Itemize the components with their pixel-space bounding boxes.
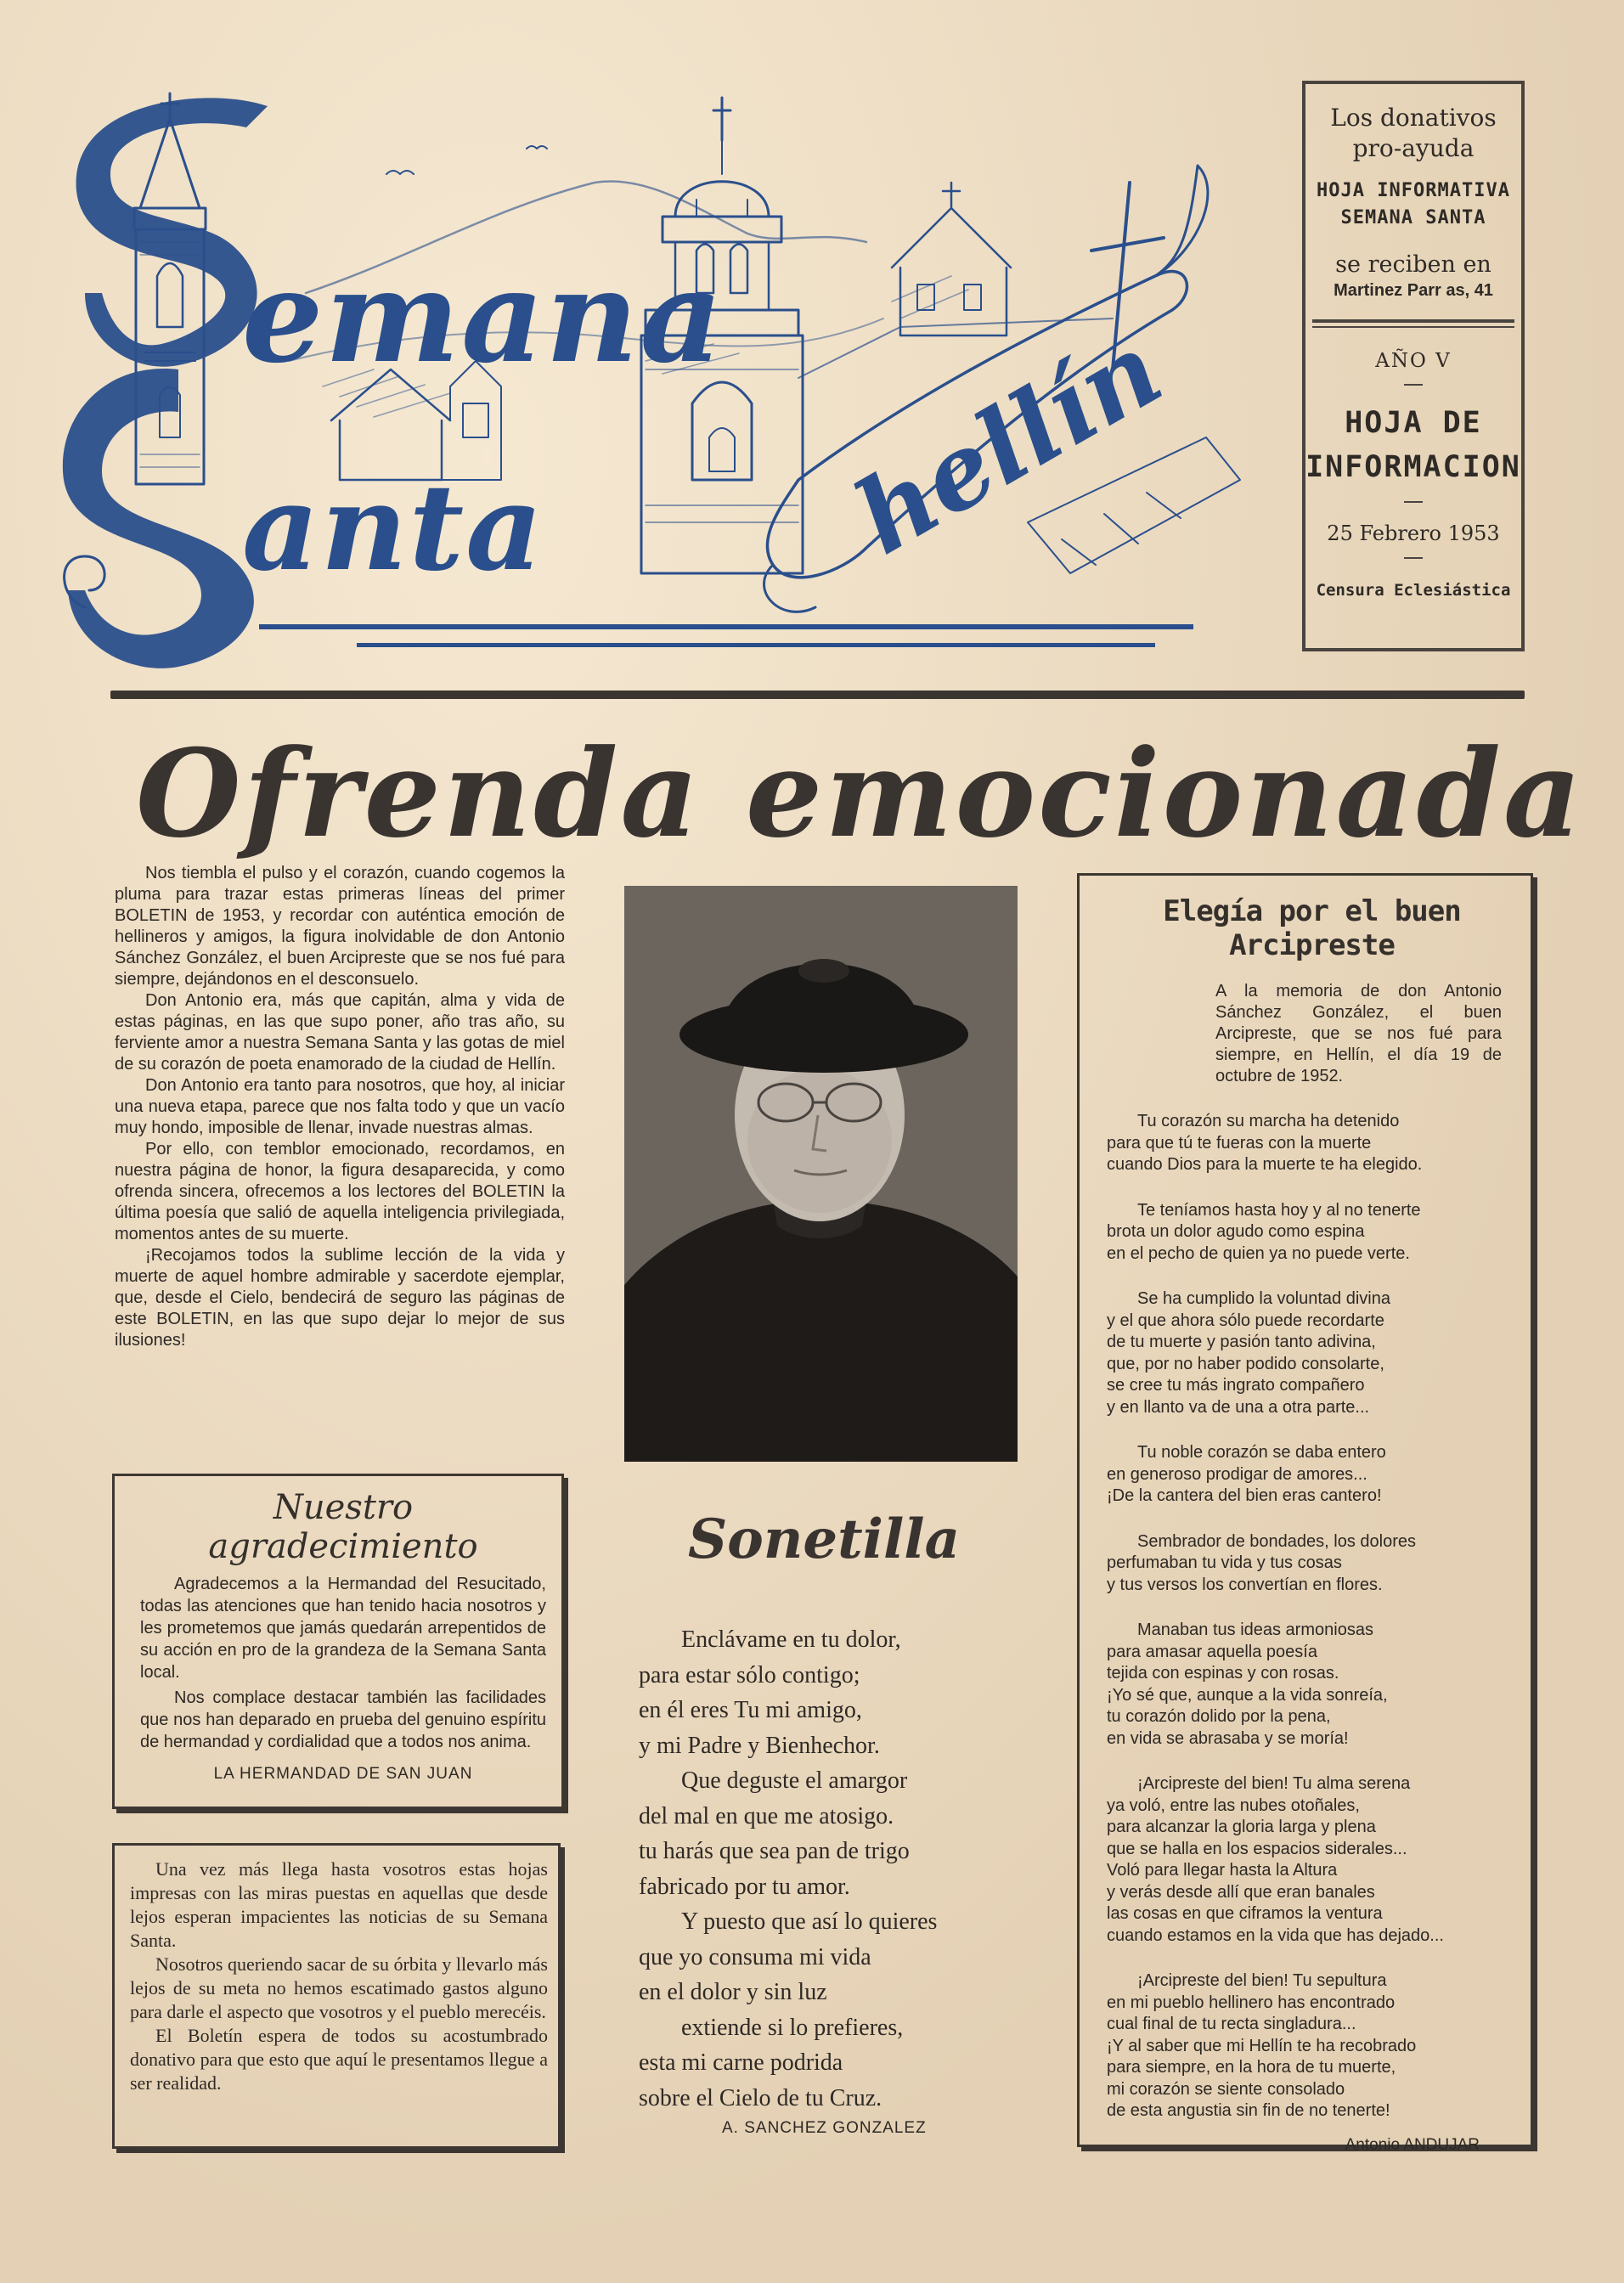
portrait-photo [624, 886, 1018, 1462]
page-headline: Ofrenda emocionada [136, 724, 1584, 865]
acknowledgement-paragraph: Nos complace destacar también las facilidades que nos han deparado en prueba del genuino espíritu de hermandad y cordialidad que a todos nos anima. [140, 1688, 546, 1751]
elegy-verse: ¡De la cantera del bien eras cantero! [1107, 1486, 1382, 1505]
elegy-verse: se cree tu más ingrato compañero [1107, 1376, 1365, 1395]
masthead-town-name: hellín [836, 309, 1181, 578]
elegy-verse: en mi pueblo hellinero has encontrado [1107, 1993, 1396, 2012]
intro-paragraph: Nos tiembla el pulso y el corazón, cuando cogemos la pluma para trazar estas primeras líneas del primer BOLETIN de 1953, y recordar con auténtica emoción de hellineros y amigos, la figura inolvidable de don Antonio Sánchez González, el buen Arcipreste que se nos fué para siempre, dejándonos en el desconsuelo. [115, 864, 565, 989]
headline-rule [110, 691, 1525, 699]
elegy-verse: ¡Yo sé que, aunque a la vida sonreía, [1107, 1685, 1388, 1705]
poem-verse: en el dolor y sin luz [639, 1979, 827, 2005]
poem-verse: extiende si lo prefieres, [681, 2014, 904, 2041]
elegy-verse: Tu noble corazón se daba entero [1137, 1443, 1386, 1462]
elegy-verse: y en llanto va de una a otra parte... [1107, 1397, 1370, 1417]
issue-date: 25 Febrero 1953 [1327, 521, 1500, 545]
intro-paragraph: Don Antonio era tanto para nosotros, que hoy, al iniciar una nueva etapa, parece que nos falta todo y que un vacío muy hondo, imposible de llenar, invade nuestras almas. [115, 1076, 565, 1137]
poem-verse: tu harás que sea pan de trigo [639, 1838, 910, 1864]
intro-paragraph: Don Antonio era, más que capitán, alma y vida de estas páginas, en las que supo poner, año tras año, su ferviente amor a nuestra Semana Santa y las gotas de miel de su corazón de poeta enamorado de la ciudad de Hellín. [115, 991, 565, 1074]
poem-verse: sobre el Cielo de tu Cruz. [639, 2084, 882, 2111]
elegy-title: Elegía por el buen Arcipreste [1163, 894, 1461, 962]
poem-signature: A. SANCHEZ GONZALEZ [722, 2119, 927, 2137]
elegy-verse: ¡Arcipreste del bien! Tu sepultura [1137, 1971, 1387, 1990]
elegy-verse: de tu muerte y pasión tanto adivina, [1107, 1333, 1376, 1351]
elegy-verse: ¡Arcipreste del bien! Tu alma serena [1137, 1774, 1411, 1793]
side-box-divider [1312, 319, 1514, 328]
elegy-verse: cuando estamos en la vida que has dejado... [1107, 1925, 1444, 1945]
elegy-verse: en generoso prodigar de amores... [1107, 1464, 1367, 1484]
elegy-verse: y tus versos los convertían en flores. [1107, 1575, 1383, 1594]
elegy-verse: para siempre, en la hora de tu muerte, [1107, 2058, 1396, 2077]
poem-verse: del mal en que me atosigo. [639, 1802, 894, 1829]
year-label: AÑO V [1375, 350, 1452, 372]
elegy-verse: tejida con espinas y con rosas. [1107, 1664, 1339, 1683]
poem-verse: y mi Padre y Bienhechor. [639, 1732, 880, 1759]
poem-verse: en él eres Tu mi amigo, [639, 1697, 862, 1723]
poem-title: Sonetilla [687, 1508, 961, 1571]
elegy-verse: que se halla en los espacios siderales... [1107, 1839, 1407, 1858]
elegy-verse: para que tú te fueras con la muerte [1107, 1133, 1372, 1153]
decorative-initial-s-2 [63, 369, 254, 668]
masthead-title-santa: anta [242, 459, 544, 598]
intro-article [115, 863, 565, 1351]
elegy-verse: Sembrador de bondades, los dolores [1137, 1531, 1416, 1551]
intro-paragraph: Por ello, con temblor emocionado, recordamos, en nuestra página de honor, la figura desaparecida, y como ofrenda sincera, ofrecemos a los lectores del BOLETIN la última poesía que salió de aquella inteligencia privilegiada, momentos antes de su muerte. [115, 1140, 565, 1243]
bulletin-name-line-2: SEMANA SANTA [1340, 207, 1486, 228]
address: Martinez Parr as, 41 [1334, 281, 1493, 300]
elegy-verse: ¡Y al saber que mi Hellín te ha recobrado [1107, 2036, 1417, 2055]
donations-line-1: Los donativos [1330, 104, 1497, 132]
bulletin-note-paragraph: El Boletín espera de todos su acostumbrado donativo para que esto que aquí le presentamos llegue a ser realidad. [130, 2025, 548, 2094]
publication-type-line-2: INFORMACION [1305, 450, 1521, 484]
elegy-stanza [1107, 1531, 1517, 1597]
elegy-verse: Manaban tus ideas armoniosas [1137, 1621, 1373, 1639]
poem-verses [639, 1622, 995, 2116]
elegy-verse: cuando Dios para la muerte te ha elegido. [1107, 1155, 1423, 1174]
poem-verse: esta mi carne podrida [639, 2049, 843, 2076]
elegy-verse: mi corazón se siente consolado [1107, 2079, 1345, 2099]
elegy-verse: y el que ahora sólo puede recordarte [1107, 1311, 1384, 1330]
elegy-verse: en el pecho de quien ya no puede verte. [1107, 1243, 1410, 1263]
bulletin-note-paragraph: Una vez más llega hasta vosotros estas hojas impresas con las miras puestas en aquellas que desde lejos esperan impacientes las noticias de su Semana Santa. [130, 1858, 548, 1951]
bulletin-name-line-1: HOJA INFORMATIVA [1317, 180, 1510, 201]
elegy-verse: Tu corazón su marcha ha detenido [1137, 1112, 1400, 1130]
elegy-verse: de esta angustia sin fin de no tenerte! [1107, 2101, 1390, 2120]
bulletin-note-box [112, 1843, 561, 2149]
elegy-verse: cual final de tu recta singladura... [1107, 2015, 1356, 2033]
censorship-note: Censura Eclesiástica [1316, 581, 1511, 600]
acknowledgement-title: Nuestro agradecimiento [208, 1488, 478, 1566]
elegy-stanza [1107, 1620, 1517, 1750]
elegy-stanza [1107, 1288, 1517, 1418]
dash-divider-2 [1404, 501, 1423, 503]
elegy-verse: Voló para llegar hasta la Altura [1107, 1861, 1338, 1880]
intro-paragraph: ¡Recojamos todos la sublime lección de la vida y muerte de aquel hombre admirable y sacerdote ejemplar, que, desde el Cielo, bendecirá de seguro las páginas de este BOLETIN, en las que supo dejar lo mejor de sus ilusiones! [115, 1246, 565, 1350]
elegy-verse: las cosas en que ciframos la ventura [1107, 1904, 1383, 1923]
dash-divider-3 [1404, 557, 1423, 559]
elegy-stanza [1107, 1773, 1517, 1947]
elegy-verse: Se ha cumplido la voluntad divina [1137, 1289, 1390, 1308]
acknowledgement-paragraph: Agradecemos a la Hermandad del Resucitado, todas las atenciones que han tenido hacia nosotros y les prometemos que jamás quedarán arrepentidos de su acción en pro de la grandeza de la Semana Santa local. [140, 1575, 546, 1682]
elegy-verse: en vida se abrasaba y se moría! [1107, 1728, 1349, 1748]
poem-verse: Y puesto que así lo quieres [681, 1908, 938, 1935]
elegy-verse: para amasar aquella poesía [1107, 1642, 1317, 1661]
elegy-stanza [1107, 1111, 1517, 1176]
acknowledgement-box [112, 1474, 564, 1809]
poem-verse: que yo consuma mi vida [639, 1943, 871, 1970]
elegy-box [1077, 873, 1533, 2154]
publication-type-line-1: HOJA DE [1345, 406, 1482, 440]
poem-verse: Enclávame en tu dolor, [681, 1626, 901, 1653]
church-drawing [641, 98, 803, 573]
elegy-stanza [1107, 1200, 1517, 1266]
elegy-signature: Antonio ANDUJAR [1345, 2135, 1480, 2154]
dash-divider [1404, 384, 1423, 386]
hellin-scroll-banner [764, 166, 1240, 612]
elegy-dedication: A la memoria de don Antonio Sánchez González, el buen Arcipreste, que se nos fué para siempre, en Hellín, el día 19 de octubre de 1952. [1215, 982, 1502, 1085]
elegy-verse: y verás desde allí que eran banales [1107, 1882, 1375, 1902]
elegy-verse: tu corazón dolido por la pena, [1107, 1707, 1331, 1726]
masthead-title-semana: emana [242, 242, 725, 392]
elegy-verse: ya voló, entre las nubes otoñales, [1107, 1795, 1360, 1815]
elegy-verse: que, por no haber podido consolarte, [1107, 1354, 1384, 1373]
left-bell-tower-drawing [134, 93, 206, 484]
elegy-stanza [1107, 1442, 1517, 1508]
elegy-verse: perfumaban tu vida y tus cosas [1107, 1553, 1342, 1572]
poem-verse: fabricado por tu amor. [639, 1873, 850, 1900]
elegy-stanzas [1107, 1111, 1517, 2122]
donations-line-2: pro-ayuda [1352, 134, 1475, 162]
elegy-stanza [1107, 1970, 1517, 2122]
received-at-label: se reciben en [1335, 251, 1491, 278]
elegy-verse: brota un dolor agudo como espina [1107, 1222, 1365, 1241]
masthead-illustration [51, 81, 1257, 675]
elegy-verse: Te teníamos hasta hoy y al no tenerte [1137, 1200, 1421, 1220]
elegy-verse: para alcanzar la gloria larga y plena [1107, 1818, 1376, 1836]
poem-verse: para estar sólo contigo; [639, 1661, 860, 1688]
acknowledgement-signature: LA HERMANDAD DE SAN JUAN [213, 1765, 473, 1783]
bulletin-note-paragraph: Nosotros queriendo sacar de su órbita y llevarlo más lejos de su meta no hemos escatimado gastos alguno para darle el aspecto que vosotros y el pueblo merecéis. [130, 1953, 548, 2022]
poem-verse: Que deguste el amargor [681, 1767, 908, 1794]
donations-info-box [1302, 81, 1525, 651]
